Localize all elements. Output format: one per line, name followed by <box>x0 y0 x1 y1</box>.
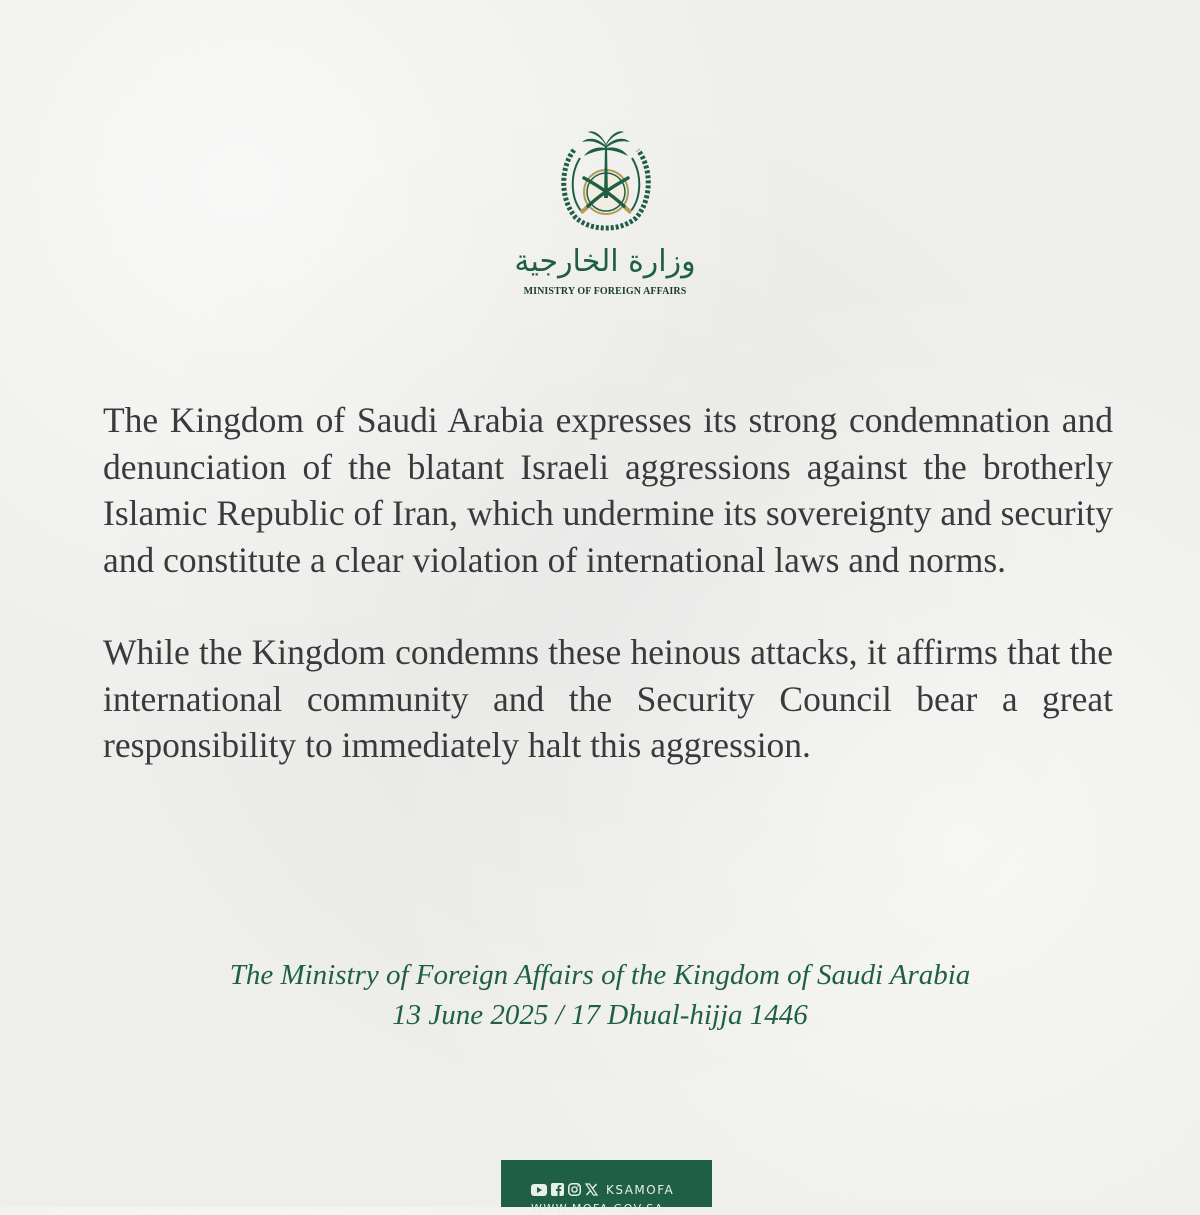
statement-body <box>103 397 1113 769</box>
youtube-icon[interactable] <box>531 1181 547 1200</box>
statement-paragraph: While the Kingdom condemns these heinous attacks, it affirms that the international community and the Security Council bear a great responsibility to immediately halt this aggression. <box>103 632 1113 765</box>
signature-block <box>100 955 1100 1035</box>
statement-paragraph: The Kingdom of Saudi Arabia expresses its strong condemnation and denunciation of the blatant Israeli aggressions against the brotherly Islamic Republic of Iran, which undermine its sovereignty and security and constitute a clear violation of international laws and norms. <box>103 400 1113 580</box>
instagram-icon[interactable] <box>568 1181 581 1200</box>
social-row <box>531 1182 674 1198</box>
footer-social-bar <box>501 1160 712 1215</box>
saudi-emblem-palm-swords-icon <box>552 128 660 232</box>
signature-date: 13 June 2025 / 17 Dhual-hijja 1446 <box>392 999 808 1031</box>
signature-ministry: The Ministry of Foreign Affairs of the Kingdom of Saudi Arabia <box>229 959 971 991</box>
website-link[interactable]: WWW.MOFA.GOV.SA <box>531 1202 664 1215</box>
facebook-icon[interactable] <box>551 1181 564 1200</box>
x-icon[interactable] <box>585 1181 598 1200</box>
ministry-english-name: MINISTRY OF FOREIGN AFFAIRS <box>523 286 687 297</box>
social-handle[interactable]: KSAMOFA <box>606 1183 675 1197</box>
ministry-arabic-name: وزارة الخارجية <box>514 244 696 279</box>
